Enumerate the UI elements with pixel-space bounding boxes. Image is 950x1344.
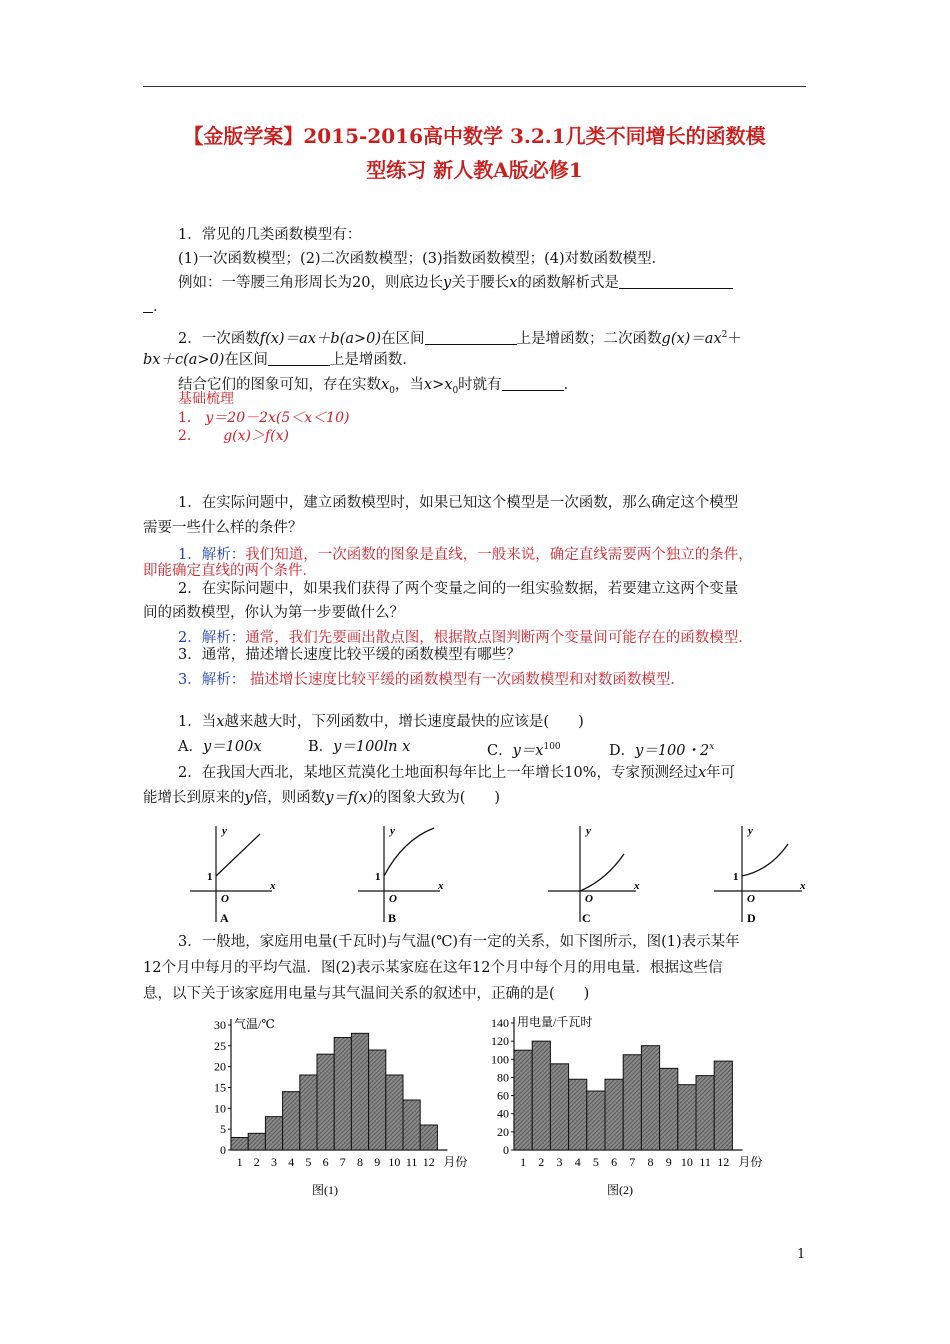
s3-q3-l3: 息，以下关于该家庭用电量与其气温间关系的叙述中，正确的是( )	[143, 986, 590, 1002]
graph-c	[548, 825, 640, 925]
y-tick-label: 25	[214, 1038, 226, 1053]
bar	[714, 1061, 732, 1150]
s3-q1: 1．当x越来越大时，下列函数中，增长速度最快的应该是( )	[178, 714, 584, 730]
answer-blank	[502, 376, 564, 391]
graph-d-label: D	[747, 911, 756, 925]
s2-p3: 3．通常，描述增长速度比较平缓的函数模型有哪些？	[178, 647, 521, 663]
bar	[369, 1050, 386, 1150]
graph-d-origin: O	[747, 893, 755, 905]
bar	[283, 1092, 300, 1150]
bar	[334, 1038, 351, 1151]
answer-key-1: 1． y＝20－2x(5＜x＜10)	[178, 410, 350, 426]
bar	[696, 1076, 714, 1150]
graph-b-y-label: y	[390, 825, 395, 837]
x-tick-label: 8	[647, 1155, 654, 1169]
x-tick-label: 3	[556, 1155, 563, 1169]
electricity-bar-chart	[478, 1012, 768, 1200]
x-tick-label: 11	[405, 1155, 418, 1169]
answer-blank	[268, 351, 330, 366]
s3-q3-l1: 3．一般地，家庭用电量(千瓦时)与气温(℃)有一定的关系，如下图所示，图(1)表示某年	[178, 934, 740, 950]
s1-q1-head: 1．常见的几类函数模型有：	[178, 227, 362, 243]
bar	[532, 1041, 550, 1150]
graph-d-x-label: x	[800, 880, 806, 892]
y-axis-label: 用电量/千瓦时	[517, 1015, 593, 1029]
doc-title-line2: 型练习 新人教A版必修1	[366, 158, 583, 182]
y-tick-label: 40	[497, 1106, 509, 1121]
y-tick-label: 15	[214, 1080, 226, 1095]
x-tick-label: 4	[288, 1155, 295, 1169]
graph-a-y-label: y	[222, 825, 227, 837]
s3-q1-opt-b: B．y＝100ln x	[308, 739, 411, 755]
x-tick-label: 1	[520, 1155, 527, 1169]
x-tick-label: 5	[592, 1155, 599, 1169]
x-tick-label: 12	[717, 1155, 730, 1169]
y-tick-label: 0	[220, 1143, 226, 1157]
bar	[587, 1091, 605, 1150]
chart-title: 图(2)	[607, 1183, 633, 1197]
y-tick-label: 5	[220, 1122, 226, 1137]
s3-q2-l1: 2．在我国大西北，某地区荒漠化土地面积每年比上一年增长10%，专家预测经过x年可	[178, 765, 736, 781]
y-tick-label: 80	[497, 1070, 509, 1085]
x-tick-label: 5	[305, 1155, 312, 1169]
graph-d	[714, 825, 806, 925]
y-tick-label: 100	[491, 1052, 509, 1067]
x-tick-label: 2	[538, 1155, 545, 1169]
graph-d-one: 1	[733, 871, 739, 883]
bar	[403, 1100, 420, 1150]
s2-a1-l2: 即能确定直线的两个条件．	[143, 563, 317, 579]
answer-key-2: 2． g(x)＞f(x)	[178, 428, 289, 444]
bar	[605, 1079, 623, 1150]
bar	[265, 1117, 282, 1150]
graph-a-one: 1	[207, 871, 213, 883]
s2-a2: 2．解析：通常，我们先要画出散点图，根据散点图判断两个变量间可能存在的函数模型．	[178, 630, 753, 646]
y-tick-label: 60	[497, 1088, 509, 1103]
x-tick-label: 4	[574, 1155, 581, 1169]
s3-q1-opt-a: A．y＝100x	[178, 739, 262, 755]
graph-c-origin: O	[585, 893, 593, 905]
y-tick-label: 10	[214, 1101, 226, 1116]
graph-a-origin: O	[221, 893, 229, 905]
s2-p1-l2: 需要一些什么样的条件？	[143, 520, 303, 536]
graph-a-label: A	[220, 911, 229, 925]
temperature-bar-chart	[195, 1012, 470, 1200]
x-tick-label: 10	[680, 1155, 693, 1169]
s3-q1-opt-d: D．y＝100・2$^x$	[609, 742, 715, 759]
answer-key-title: 基础梳理	[178, 391, 234, 407]
bar	[317, 1054, 334, 1150]
s1-q1-example: 例如：一等腰三角形周长为20，则底边长y关于腰长x的函数解析式是	[178, 273, 733, 293]
s2-p2-l2: 间的函数模型，你认为第一步要做什么？	[143, 605, 404, 621]
x-tick-label: 10	[388, 1155, 401, 1169]
bar	[678, 1085, 696, 1150]
graph-c-y-label: y	[586, 825, 591, 837]
graph-b	[358, 825, 444, 925]
x-tick-label: 9	[665, 1155, 672, 1169]
bar	[386, 1075, 403, 1150]
graph-b-origin: O	[389, 893, 397, 905]
y-tick-label: 20	[497, 1124, 509, 1139]
s3-q3-l2: 12个月中每月的平均气温．图(2)表示某家庭在这年12个月中每个月的用电量．根据这些信	[143, 960, 723, 976]
graph-c-label: C	[582, 911, 591, 925]
x-tick-label: 6	[322, 1155, 329, 1169]
x-tick-label: 2	[253, 1155, 260, 1169]
graph-b-label: B	[388, 911, 397, 925]
y-tick-label: 30	[214, 1018, 226, 1032]
s1-q2-line2: bx＋c(a>0)在区间 上是增函数．	[143, 352, 417, 368]
bar	[623, 1055, 641, 1150]
y-tick-label: 20	[214, 1059, 226, 1074]
s2-a1-l1: 1．解析：我们知道，一次函数的图象是直线，一般来说，确定直线需要两个独立的条件，	[178, 547, 753, 563]
bar	[569, 1079, 587, 1150]
x-tick-label: 6	[611, 1155, 618, 1169]
x-axis-label: 月份	[738, 1155, 763, 1169]
bar	[300, 1075, 317, 1150]
y-tick-label: 0	[503, 1143, 509, 1157]
graph-b-one: 1	[375, 871, 381, 883]
graph-d-y-label: y	[748, 825, 753, 837]
y-tick-label: 140	[491, 1016, 509, 1030]
x-tick-label: 3	[271, 1155, 277, 1169]
bar	[231, 1138, 248, 1151]
graph-a	[190, 825, 276, 925]
bar	[248, 1133, 265, 1150]
s2-a3: 3．解析： 描述增长速度比较平缓的函数模型有一次函数模型和对数函数模型．	[178, 672, 685, 688]
bar	[420, 1125, 437, 1150]
x-tick-label: 11	[699, 1155, 711, 1169]
x-tick-label: 8	[357, 1155, 363, 1169]
s3-q1-opt-c: C．$y=x^{100}$	[487, 742, 561, 759]
bar	[660, 1068, 678, 1150]
s2-p2-l1: 2．在实际问题中，如果我们获得了两个变量之间的一组实验数据，若要建立这两个变量	[178, 581, 739, 597]
s1-q2-line1: 2．一次函数f(x)＝ax＋b(a>0)在区间 上是增函数；二次函数$g(x)=ax^2+$	[178, 330, 742, 347]
answer-blank	[619, 274, 733, 289]
s1-q2-line3: 结合它们的图象可知，存在实数$x_0$，当$x>x_0$时就有 ．	[178, 377, 579, 396]
s2-p1-l1: 1．在实际问题中，建立函数模型时，如果已知这个模型是一次函数，那么确定这个模型	[178, 495, 739, 511]
y-axis-label: 气温/℃	[234, 1017, 275, 1031]
bar	[514, 1050, 532, 1150]
s3-q2-l2: 能增长到原来的y倍，则函数y＝f(x)的图象大致为( )	[143, 790, 501, 806]
function-graph-options	[180, 818, 810, 930]
x-tick-label: 1	[236, 1155, 243, 1169]
s1-q1-blank-end: ．	[143, 297, 168, 317]
x-tick-label: 7	[629, 1155, 636, 1169]
x-axis-label: 月份	[443, 1155, 468, 1169]
graph-a-x-label: x	[270, 880, 276, 892]
x-tick-label: 9	[374, 1155, 381, 1169]
chart-title: 图(1)	[312, 1183, 338, 1197]
graph-b-x-label: x	[438, 880, 444, 892]
x-tick-label: 12	[422, 1155, 435, 1169]
y-tick-label: 120	[491, 1034, 509, 1049]
page-number: 1	[797, 1247, 806, 1262]
s1-q1-list: (1)一次函数模型；(2)二次函数模型；(3)指数函数模型；(4)对数函数模型．	[178, 251, 667, 267]
bar	[351, 1033, 368, 1150]
doc-title-line1: 【金版学案】2015-2016高中数学 3.2.1几类不同增长的函数模	[183, 124, 766, 148]
bar	[550, 1064, 568, 1150]
header-rule	[143, 86, 806, 87]
graph-c-x-label: x	[634, 880, 640, 892]
x-tick-label: 7	[339, 1155, 346, 1169]
answer-blank	[425, 330, 517, 345]
bar	[641, 1046, 659, 1150]
